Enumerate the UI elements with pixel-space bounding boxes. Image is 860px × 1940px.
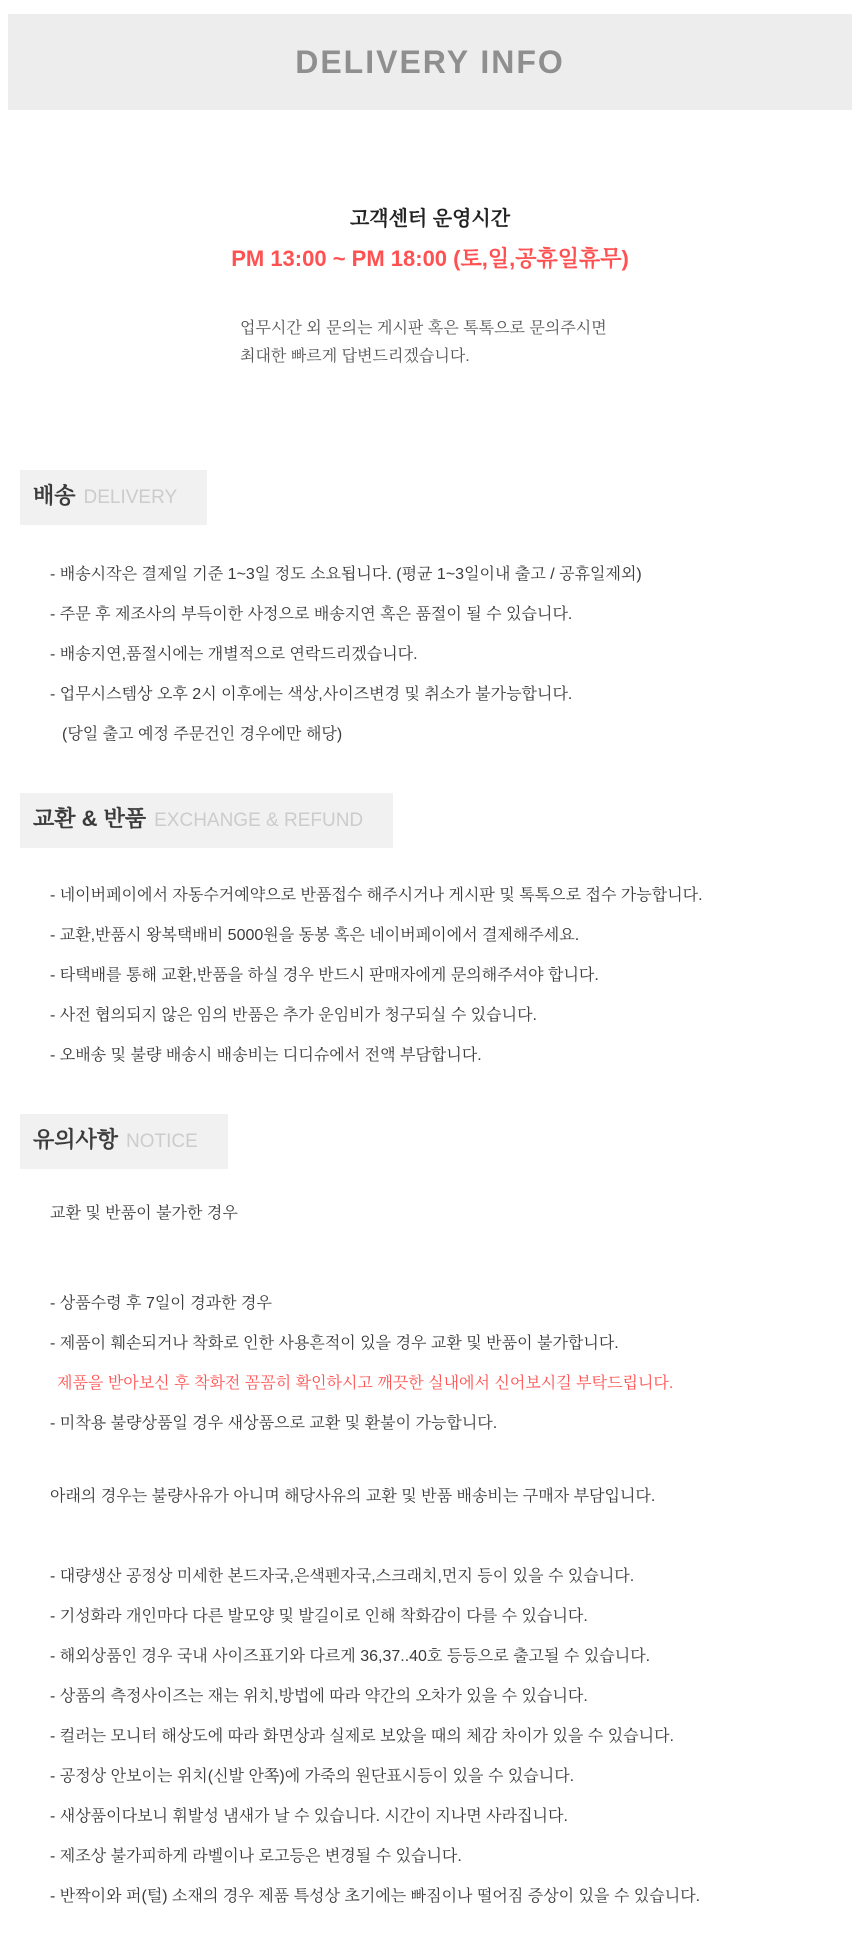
exchange-item: - 오배송 및 불량 배송시 배송비는 디디슈에서 전액 부담합니다. (50, 1047, 482, 1064)
delivery-item: - 배송시작은 결제일 기준 1~3일 정도 소요됩니다. (평균 1~3일이내 출고 / 공휴일제외) (50, 566, 642, 583)
notice-item: - 상품의 측정사이즈는 재는 위치,방법에 따라 약간의 오차가 있을 수 있습니다. (50, 1688, 588, 1705)
notice-item: - 해외상품인 경우 국내 사이즈표기와 다르게 36,37..40호 등등으로 출고될 수 있습니다. (50, 1648, 651, 1665)
notice-item: - 컬러는 모니터 해상도에 따라 화면상과 실제로 보았을 때의 체감 차이가 있을 수 있습니다. (50, 1728, 674, 1745)
delivery-info-banner (8, 14, 852, 110)
section-title-notice-en: NOTICE (126, 1131, 198, 1152)
page-title: DELIVERY INFO (295, 43, 565, 80)
notice-item: - 기성화라 개인마다 다른 발모양 및 발길이로 인해 착화감이 다를 수 있습니다. (50, 1608, 588, 1625)
customer-center-note-line1: 업무시간 외 문의는 게시판 혹은 톡톡으로 문의주시면 (240, 320, 607, 337)
customer-center-note (0, 315, 860, 371)
notice-intro2-text: 아래의 경우는 불량사유가 아니며 해당사유의 교환 및 반품 배송비는 구매자 부담입니다. (50, 1488, 656, 1505)
notice-warning: 제품을 받아보신 후 착화전 꼼꼼히 확인하시고 깨끗한 실내에서 신어보시길 부탁드립니다. (57, 1375, 674, 1392)
customer-center-block (0, 205, 860, 371)
section-header-delivery (20, 470, 207, 525)
section-title-delivery-en: DELIVERY (83, 487, 178, 508)
delivery-item: - 배송지연,품절시에는 개별적으로 연락드리겠습니다. (50, 646, 418, 663)
exchange-item: - 사전 협의되지 않은 임의 반품은 추가 운임비가 청구되실 수 있습니다. (50, 1007, 537, 1024)
notice-intro (0, 1194, 860, 1234)
exchange-item: - 교환,반품시 왕복택배비 5000원을 동봉 혹은 네이버페이에서 결제해주세요. (50, 927, 580, 944)
notice-list-buyer-burden-cases (0, 1557, 860, 1917)
notice-item: - 대량생산 공정상 미세한 본드자국,은색펜자국,스크래치,먼지 등이 있을 수 있습니다. (50, 1568, 635, 1585)
notice-item: - 반짝이와 퍼(털) 소재의 경우 제품 특성상 초기에는 빠짐이나 떨어짐 증상이 있을 수 있습니다. (50, 1888, 701, 1905)
exchange-item: - 네이버페이에서 자동수거예약으로 반품접수 해주시거나 게시판 및 톡톡으로 접수 가능합니다. (50, 887, 703, 904)
notice-item: - 새상품이다보니 휘발성 냄새가 날 수 있습니다. 시간이 지나면 사라집니다. (50, 1808, 568, 1825)
section-header-notice (20, 1114, 228, 1169)
notice-item: - 제품이 훼손되거나 착화로 인한 사용흔적이 있을 경우 교환 및 반품이 불가합니다. (50, 1335, 619, 1352)
notice-item: - 제조상 불가피하게 라벨이나 로고등은 변경될 수 있습니다. (50, 1848, 462, 1865)
notice-list-impossible-cases (0, 1284, 860, 1444)
exchange-list (0, 876, 860, 1076)
notice-item: - 미착용 불량상품일 경우 새상품으로 교환 및 환불이 가능합니다. (50, 1415, 498, 1432)
customer-center-title: 고객센터 운영시간 (349, 208, 511, 230)
delivery-item: - 주문 후 제조사의 부득이한 사정으로 배송지연 혹은 품절이 될 수 있습니다. (50, 606, 573, 623)
notice-item: - 상품수령 후 7일이 경과한 경우 (50, 1295, 272, 1312)
exchange-item: - 타택배를 통해 교환,반품을 하실 경우 반드시 판매자에게 문의해주셔야 합니다. (50, 967, 599, 984)
section-title-exchange-en: EXCHANGE & REFUND (154, 810, 364, 831)
customer-center-note-line2: 최대한 빠르게 답변드리겠습니다. (240, 348, 470, 365)
delivery-subnote: (당일 출고 예정 주문건인 경우에만 해당) (62, 726, 343, 743)
customer-center-hours: PM 13:00 ~ PM 18:00 (토,일,공휴일휴무) (231, 246, 629, 271)
section-title-notice-ko: 유의사항 (33, 1127, 119, 1152)
section-header-exchange (20, 793, 393, 848)
section-title-exchange-ko: 교환 & 반품 (33, 806, 147, 831)
delivery-list (0, 555, 860, 755)
delivery-item: - 업무시스템상 오후 2시 이후에는 색상,사이즈변경 및 취소가 불가능합니다. (50, 686, 573, 703)
section-title-delivery-ko: 배송 (33, 483, 76, 508)
notice-intro-text: 교환 및 반품이 불가한 경우 (50, 1205, 238, 1222)
notice-intro2 (0, 1477, 860, 1517)
notice-item: - 공정상 안보이는 위치(신발 안쪽)에 가죽의 원단표시등이 있을 수 있습니다. (50, 1768, 575, 1785)
